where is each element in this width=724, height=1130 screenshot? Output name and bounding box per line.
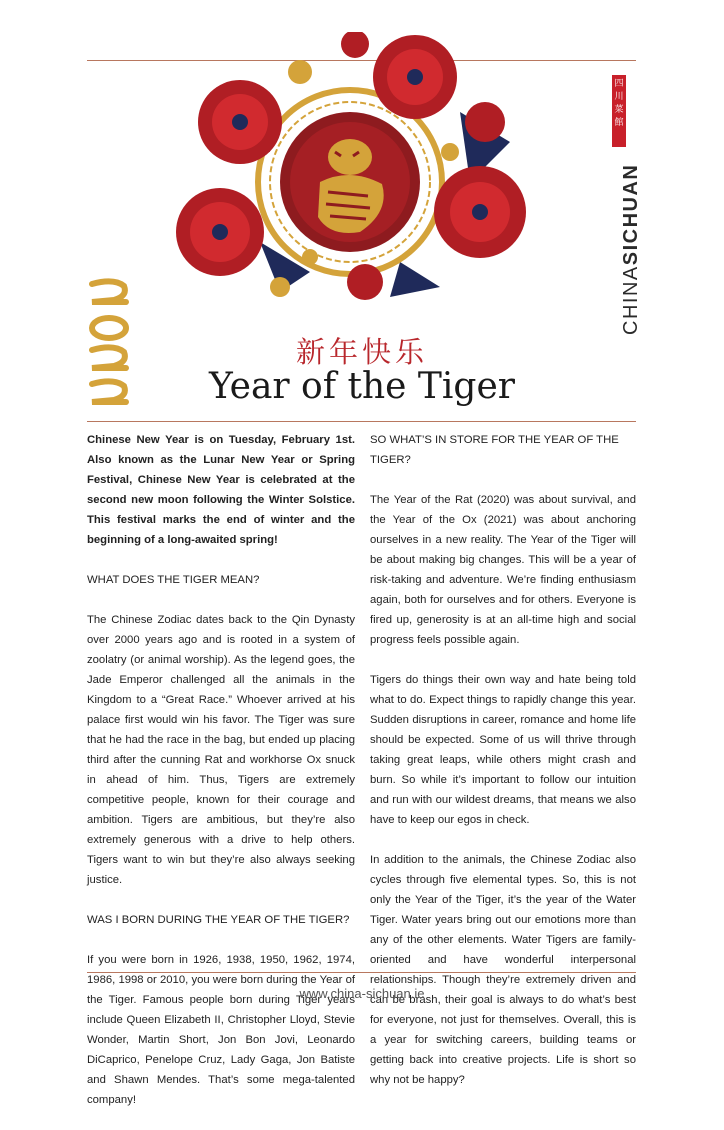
brand-logo	[598, 75, 642, 345]
paragraph-tiger-traits: Tigers do things their own way and hate being told what to do. Expect things to rapidly change this year. Sudden disruptions in career, romance and home life should be expected. Some of us will thrive through taking great leaps, while others might crash and burn. So while it’s important to follow our intuition and run with our wildest dreams, that means we also have to keep our egos in check.	[370, 674, 636, 826]
right-column	[370, 430, 636, 1110]
left-column	[87, 430, 355, 1130]
section-heading-born-year: WAS I BORN DURING THE YEAR OF THE TIGER?	[87, 914, 350, 926]
intro-paragraph: Chinese New Year is on Tuesday, February 1st. Also known as the Lunar New Year or Spring Festival, Chinese New Year is celebrated at the second new moon following the Winter Solstice. This festival marks the end of winter and the beginning of a long-awaited spring!	[87, 434, 355, 546]
brand-name-light: CHINA	[620, 265, 642, 335]
seal-stamp	[612, 75, 626, 147]
paragraph-born-years: If you were born in 1926, 1938, 1950, 1962, 1974, 1986, 1998 or 2010, you were born during the Year of the Tiger. Famous people born during Tiger years include Queen Elizabeth II, Christopher Lloyd, Stevie Wonder, Martin Short, Jon Bon Jovi, Leonardo DiCaprico, Penelope Cruz, Lady Gaga, Jon Batiste and Shawn Mendes. That’s some mega-talented company!	[87, 954, 355, 1106]
tiger-flower-illustration	[160, 32, 540, 302]
brand-name	[620, 164, 643, 335]
paragraph-zodiac-legend: The Chinese Zodiac dates back to the Qin Dynasty over 2000 years ago and is rooted in a system of zoolatry (or animal worship). As the legend goes, the Jade Emperor challenged all the animals in the Kingdom to a “Great Race.” Whoever arrived at his palace first would win his favor. The Tiger was sure that he had the race in the bag, but ended up placing third after the cunning Rat and workhorse Ox snuck in ahead of him. Thus, Tigers are extremely competitive people, known for their courage and ambition. Tigers are ambitious, but they’re also extremely generous with a drive to help others. Tigers want to win but they’re also always seeking justice.	[87, 614, 355, 886]
page-title: Year of the Tiger	[209, 366, 515, 407]
paragraph-year-outlook: The Year of the Rat (2020) was about survival, and the Year of the Ox (2021) was about anchoring ourselves in a new reality. The Year of the Tiger will be about making big changes. This will be a year of risk-taking and adventure. We’re finding enthusiasm again, both for ourselves and for others. Everyone is fired up, generosity is at an all-time high and social progress feels possible again.	[370, 494, 636, 646]
section-heading-whats-in-store: SO WHAT’S IN STORE FOR THE YEAR OF THE TIGER?	[370, 434, 619, 466]
footer-website-link[interactable]: www.china-sichuan.ie	[299, 986, 425, 1001]
seal-text: 四川菜館	[614, 79, 624, 128]
chinese-title: 新年快乐	[295, 335, 428, 369]
section-heading-tiger-meaning: WHAT DOES THE TIGER MEAN?	[87, 574, 260, 586]
paragraph-water-tiger: In addition to the animals, the Chinese Zodiac also cycles through five elemental types. So, this is not only the Year of the Tiger, it’s the year of the Water Tiger. Water years bring out our emotions more than any of the other elements. Water Tigers are family-oriented and have wonderful interpersonal relationships. Though they’re extremely driven and can be brash, their goal is always to do what’s best for everyone, not just for themselves. Overall, this is a year for switching careers, building teams or getting back into creative projects. Life is short so why not be happy?	[370, 854, 636, 1086]
title-divider	[87, 421, 636, 422]
brand-name-bold: SICHUAN	[620, 163, 642, 266]
